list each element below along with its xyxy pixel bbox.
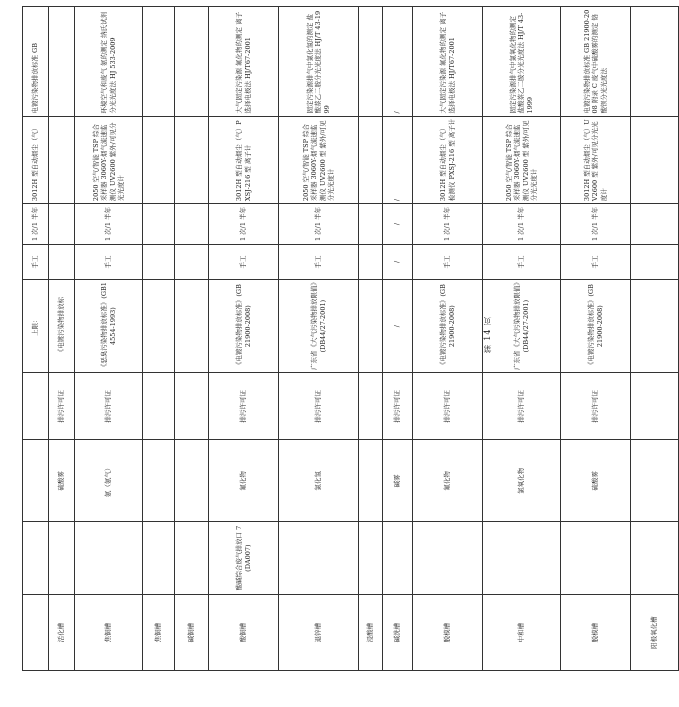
- table-cell-c1: [359, 522, 383, 595]
- table-cell-c0: 碱铜槽: [175, 595, 209, 671]
- table-cell-c2: 硫酸雾: [561, 440, 631, 522]
- table-cell-c0: 浸酸槽: [359, 595, 383, 671]
- table-cell-c8: 固定污染源排气中氯氧化物的测定 盐酸萘乙二胺分光光度法 HJ/T 43-1999: [483, 7, 561, 117]
- table-row: [383, 7, 413, 671]
- table-cell-c7: 3012H 型自动烟尘（气）UV2600 型 紫外/可见分光光度计: [561, 116, 631, 204]
- table-cell-c8: [631, 7, 679, 117]
- table-cell-c1: [413, 522, 483, 595]
- table-cell-c2: 氟化物: [209, 440, 279, 522]
- table-cell-c8: [175, 7, 209, 117]
- table-cell-c2: 氯化氢: [279, 440, 359, 522]
- monitoring-table: [22, 6, 679, 671]
- table-cell-c6: /: [383, 204, 413, 245]
- table-cell-c8: 电镀污染物排放标准 GB 21900-2008 附录 C 废气中硫酸雾的测定 铬酸钡分光光度法: [561, 7, 631, 117]
- table-cell-c7: 2050 空气/智能 TSP 综合采样器 3060Y-烟气流速监测仪 UV2600 型 紫外/可见分光光度计: [279, 116, 359, 204]
- table-cell-c3: 排污许可证: [75, 373, 143, 440]
- table-cell-c4: /: [383, 279, 413, 372]
- table-cell-c4: 《电镀污染物排放标准》(GB 21900-2008): [413, 279, 483, 372]
- table-cell-c2: 氯氧化物: [483, 440, 561, 522]
- table-cell-c0: 活化槽: [49, 595, 75, 671]
- table-cell-c8: 大气固定污染源 氟化物的测定 离子选择电极法 HJ/T67-2001: [209, 7, 279, 117]
- table-cell-c0: 阳极氧化槽: [631, 595, 679, 671]
- table-cell-c5: 手工: [413, 244, 483, 279]
- table-cell-c8: [359, 7, 383, 117]
- table-cell-c6: 1 次/1 半年: [209, 204, 279, 245]
- table-cell-c7: [631, 116, 679, 204]
- table-cell-c5: [143, 244, 175, 279]
- table-cell-c4: 《电镀污染物排放标准》(GB 21900-2008): [209, 279, 279, 372]
- table-cell-c3: 排污许可证: [383, 373, 413, 440]
- table-cell-c1: [175, 522, 209, 595]
- table-cell-c6: 1 次/1 半年: [279, 204, 359, 245]
- table-row: [359, 7, 383, 671]
- table-cell-c2: [359, 440, 383, 522]
- table-cell-c6: [143, 204, 175, 245]
- table-cell-c5: 手工: [23, 244, 49, 279]
- table-row: [209, 7, 279, 671]
- table-cell-c5: /: [383, 244, 413, 279]
- table-cell-c5: [359, 244, 383, 279]
- table-row: [143, 7, 175, 671]
- table-cell-c0: 焦铜槽: [75, 595, 143, 671]
- table-cell-c2: [631, 440, 679, 522]
- table-row: [413, 7, 483, 671]
- table-cell-c4: [631, 279, 679, 372]
- table-row: [631, 7, 679, 671]
- table-row: [23, 7, 49, 671]
- table-cell-c7: [175, 116, 209, 204]
- table-cell-c2: 硫酸雾: [49, 440, 75, 522]
- table-cell-c0: 碱洗槽: [383, 595, 413, 671]
- table-cell-c5: [175, 244, 209, 279]
- table-cell-c6: 1 次/1 半年: [75, 204, 143, 245]
- table-cell-c2: 碱雾: [383, 440, 413, 522]
- table-cell-c6: [631, 204, 679, 245]
- table-row: [279, 7, 359, 671]
- table-cell-c5: 手工: [209, 244, 279, 279]
- table-cell-c4: 《恶臭污染物排放标准》(GB14554-1993): [75, 279, 143, 372]
- table-cell-c6: [175, 204, 209, 245]
- table-cell-c8: [143, 7, 175, 117]
- table-row: [561, 7, 631, 671]
- table-cell-c3: 排污许可证: [279, 373, 359, 440]
- table-cell-c8: 大气固定污染源 氟化物的测定 离子选择电极法 HJ/T67-2001: [413, 7, 483, 117]
- table-cell-c5: 手工: [279, 244, 359, 279]
- table-cell-c4: 上限：: [23, 279, 49, 372]
- table-cell-c1: [23, 522, 49, 595]
- table-cell-c1: [631, 522, 679, 595]
- table-cell-c5: 手工: [75, 244, 143, 279]
- table-row: [75, 7, 143, 671]
- table-cell-c4: 《电镀污染物排放标: [49, 279, 75, 372]
- table-cell-c0: 退锌槽: [279, 595, 359, 671]
- table-cell-c6: [359, 204, 383, 245]
- table-cell-c5: [631, 244, 679, 279]
- table-cell-c4: [175, 279, 209, 372]
- table-cell-c3: 排污许可证: [483, 373, 561, 440]
- table-cell-c8: 环境空气和废气 氨的测定 纳氏试剂分光光度法 HJ 533-2009: [75, 7, 143, 117]
- table-cell-c4: [359, 279, 383, 372]
- table-cell-c4: [143, 279, 175, 372]
- table-cell-c1: [383, 522, 413, 595]
- table-cell-c2: [175, 440, 209, 522]
- table-cell-c6: 1 次/1 半年: [413, 204, 483, 245]
- table-cell-c4: 广东省《大气污染物排放限值》(DB44/27-2001): [279, 279, 359, 372]
- table-cell-c3: 排污许可证: [561, 373, 631, 440]
- table-cell-c1: 酸碱综合废气排放口 7 (DA007): [209, 522, 279, 595]
- table-row: [175, 7, 209, 671]
- table-cell-c2: [23, 440, 49, 522]
- table-cell-c5: [49, 244, 75, 279]
- table-cell-c3: 排污许可证: [49, 373, 75, 440]
- table-cell-c8: /: [383, 7, 413, 117]
- table-cell-c4: 《电镀污染物排放标准》(GB 21900-2008): [561, 279, 631, 372]
- table-cell-c7: 2050 空气/智能 TSP 综合采样器 3060Y-烟气流速监测仪 UV2600 型 紫外/可见分光光度计: [483, 116, 561, 204]
- table-cell-c1: [143, 522, 175, 595]
- table-cell-c1: [483, 522, 561, 595]
- table-cell-c0: 中和槽: [483, 595, 561, 671]
- table-cell-c0: 焦铜槽: [143, 595, 175, 671]
- table-cell-c7: [49, 116, 75, 204]
- table-cell-c7: 3012H 型自动烟尘（气）检测仪 PXSJ-216 型 离子计: [413, 116, 483, 204]
- table-cell-c3: [143, 373, 175, 440]
- table-cell-c3: [631, 373, 679, 440]
- table-cell-c2: 氟化物: [413, 440, 483, 522]
- table-cell-c1: [279, 522, 359, 595]
- table-cell-c6: 1 次/1 半年: [483, 204, 561, 245]
- table-cell-c2: [143, 440, 175, 522]
- table-cell-c3: 排污许可证: [413, 373, 483, 440]
- page-number: 第 14 页: [483, 316, 492, 354]
- table-row: [49, 7, 75, 671]
- table-row: [483, 7, 561, 671]
- table-cell-c1: [49, 522, 75, 595]
- table-cell-c7: 3012H 型自动烟尘（气）: [23, 116, 49, 204]
- table-cell-c1: [561, 522, 631, 595]
- table-cell-c6: 1 次/1 半年: [561, 204, 631, 245]
- table-cell-c1: [75, 522, 143, 595]
- table-cell-c6: 1 次/1 半年: [23, 204, 49, 245]
- table-cell-c8: 固定污染源排气中氯化氢的测定 盐酸萘乙二胺分光光度法 HJ/T 43-1999: [279, 7, 359, 117]
- table-cell-c7: [359, 116, 383, 204]
- table-cell-c2: 氨（氨气）: [75, 440, 143, 522]
- table-cell-c8: 电镀污染物排放标准 GB: [23, 7, 49, 117]
- table-cell-c0: 脱模槽: [413, 595, 483, 671]
- table-cell-c4: 广东省《大气污染物排放限值》(DB44/27-2001): [483, 279, 561, 372]
- table-cell-c6: [49, 204, 75, 245]
- table-cell-c3: [359, 373, 383, 440]
- table-cell-c7: /: [383, 116, 413, 204]
- table-cell-c7: 3012H 型自动烟尘（气）PXSJ-216 型 离子计: [209, 116, 279, 204]
- table-cell-c0: [23, 595, 49, 671]
- table-cell-c3: [23, 373, 49, 440]
- table-cell-c8: [49, 7, 75, 117]
- table-cell-c0: 酸铜槽: [209, 595, 279, 671]
- table-body: [23, 7, 679, 671]
- table-cell-c7: [143, 116, 175, 204]
- table-cell-c3: [175, 373, 209, 440]
- table-cell-c5: 手工: [483, 244, 561, 279]
- table-cell-c5: 手工: [561, 244, 631, 279]
- table-cell-c7: 2050 空气/智能 TSP 综合采样器 3060Y-烟气流速监测仪 UV2600 紫外/可见分光光度计: [75, 116, 143, 204]
- table-cell-c3: 排污许可证: [209, 373, 279, 440]
- table-cell-c0: 脱模槽: [561, 595, 631, 671]
